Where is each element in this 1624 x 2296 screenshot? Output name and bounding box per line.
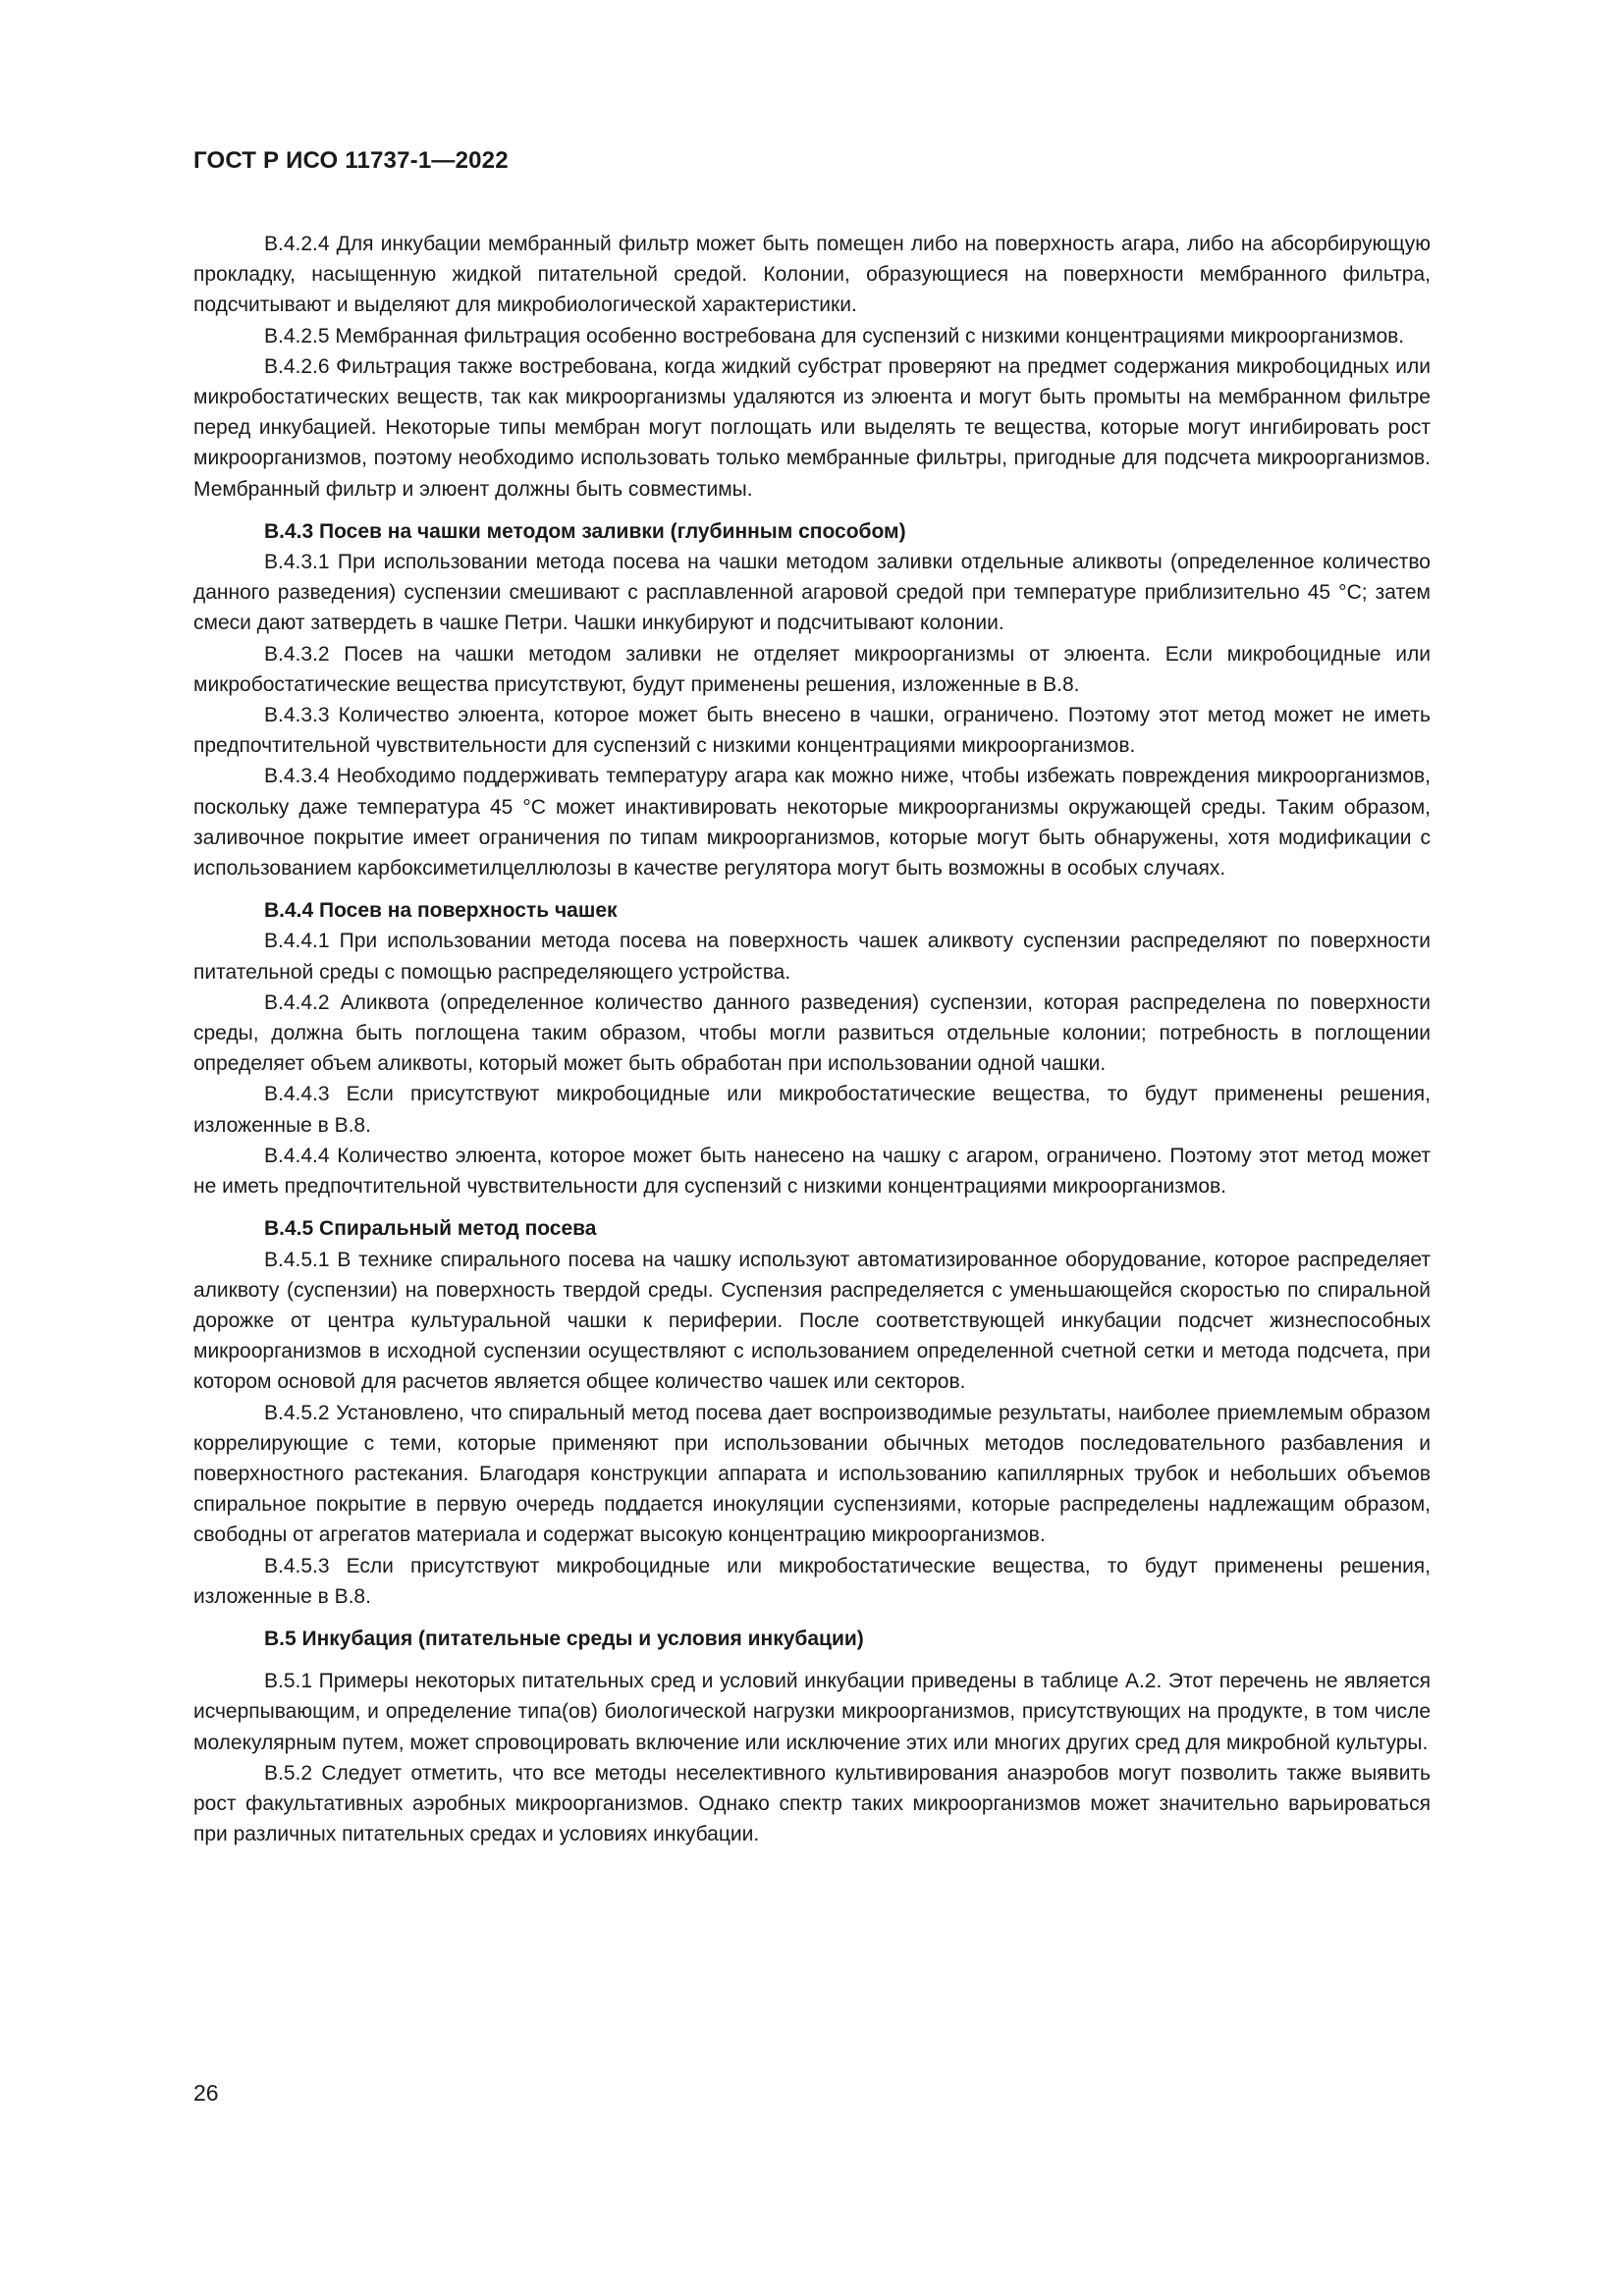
paragraph-b426: В.4.2.6 Фильтрация также востребована, когда жидкий субстрат проверяют на предмет содержания микробоцидных или микробостатических веществ, так как микроорганизмы удаляются из элюента и могут быть промыты на мембранном фильтре перед инкубацией. Некоторые типы мембран могут поглощать или выделять те вещества, которые могут ингибировать рост микроорганизмов, поэтому необходимо использовать только мембранные фильтры, пригодные для подсчета микроорганизмов. Мембранный фильтр и элюент должны быть совместимы. (193, 354, 1431, 501)
paragraph-b443: В.4.4.3 Если присутствуют микробоцидные или микробостатические вещества, то будут применены решения, изложенные в В.8. (193, 1083, 1431, 1137)
heading-b45: В.4.5 Спиральный метод посева (264, 1217, 597, 1241)
paragraph-b431: В.4.3.1 При использовании метода посева на чашки методом заливки отдельные аликвоты (определенное количество данного разведения) суспензии смешивают с расплавленной агаровой средой при температуре приблизительно 45 °С; затем смеси дают затвердеть в чашке Петри. Чашки инкубируют и подсчитывают колонии. (193, 551, 1431, 635)
page-number: 26 (193, 2080, 219, 2106)
paragraph-b451: В.4.5.1 В технике спирального посева на чашку используют автоматизированное оборудование, которое распределяет аликвоту (суспензии) на поверхность твердой среды. Суспензия распределяется с уменьшающейся скоростью по спиральной дорожке от центра культуральной чашки к периферии. После соответствующей инкубации подсчет жизнеспособных микроорганизмов в исходной суспензии осуществляют с использованием определенной счетной сетки и метода подсчета, при котором основой для расчетов является общее количество чашек или секторов. (193, 1248, 1431, 1394)
heading-b43: В.4.3 Посев на чашки методом заливки (глубинным способом) (264, 519, 906, 543)
paragraph-b452: В.4.5.2 Установлено, что спиральный метод посева дает воспроизводимые результаты, наиболее приемлемым образом коррелирующие с теми, которые применяют при использовании обычных методов последовательного разбавления и поверхностного растекания. Благодаря конструкции аппарата и использованию капиллярных трубок и небольших объемов спиральное покрытие в первую очередь поддается инокуляции суспензиями, которые распределены надлежащим образом, свободны от агрегатов материала и содержат высокую концентрацию микроорганизмов. (193, 1401, 1431, 1547)
paragraph-b434: В.4.3.4 Необходимо поддерживать температуру агара как можно ниже, чтобы избежать повреждения микроорганизмов, поскольку даже температура 45 °С может инактивировать некоторые микроорганизмы окружающей среды. Таким образом, заливочное покрытие имеет ограничения по типам микроорганизмов, которые могут быть обнаружены, хотя модификации с использованием карбоксиметилцеллюлозы в качестве регулятора могут быть возможны в особых случаях. (193, 765, 1431, 881)
paragraph-b442: В.4.4.2 Аликвота (определенное количество данного разведения) суспензии, которая распределена по поверхности среды, должна быть поглощена таким образом, чтобы могли развиться отдельные колонии; потребность в поглощении определяет объем аликвоты, который может быть обработан при использовании одной чашки. (193, 990, 1431, 1076)
paragraph-b425: В.4.2.5 Мембранная фильтрация особенно востребована для суспензий с низкими концентрациями микроорганизмов. (264, 324, 1405, 347)
paragraph-b432: В.4.3.2 Посев на чашки методом заливки не отделяет микроорганизмы от элюента. Если микробоцидные или микробостатические вещества присутствуют, будут применены решения, изложенные в В.8. (193, 642, 1431, 696)
paragraph-b441: В.4.4.1 При использовании метода посева на поверхность чашек аликвоту суспензии распределяют по поверхности питательной среды с помощью распределяющего устройства. (193, 930, 1431, 984)
paragraph-b52: В.5.2 Следует отметить, что все методы неселективного культивирования анаэробов могут позволить также выявить рост факультативных аэробных микроорганизмов. Однако спектр таких микроорганизмов может значительно варьироваться при различных питательных средах и условиях инкубации. (193, 1761, 1431, 1846)
paragraph-b433: В.4.3.3 Количество элюента, которое может быть внесено в чашки, ограничено. Поэтому этот метод может не иметь предпочтительной чувствительности для суспензий с низкими концентрациями микроорганизмов. (193, 704, 1431, 758)
document-body (193, 229, 1431, 1849)
paragraph-b444: В.4.4.4 Количество элюента, которое может быть нанесено на чашку с агаром, ограничено. Поэтому этот метод может не иметь предпочтительной чувствительности для суспензий с низкими концентрациями микроорганизмов. (193, 1144, 1431, 1199)
heading-b5: В.5 Инкубация (питательные среды и условия инкубации) (264, 1627, 864, 1650)
heading-b44: В.4.4 Посев на поверхность чашек (264, 899, 618, 923)
paragraph-b453: В.4.5.3 Если присутствуют микробоцидные или микробостатические вещества, то будут применены решения, изложенные в В.8. (193, 1554, 1431, 1608)
paragraph-b51: В.5.1 Примеры некоторых питательных сред и условий инкубации приведены в таблице А.2. Этот перечень не является исчерпывающим, и определение типа(ов) биологической нагрузки микроорганизмов, присутствующих на продукте, в том числе молекулярным путем, может спровоцировать включение или исключение этих или многих других сред для микробной культуры. (193, 1670, 1431, 1754)
document-header: ГОСТ Р ИСО 11737-1—2022 (193, 147, 509, 174)
paragraph-b424: В.4.2.4 Для инкубации мембранный фильтр может быть помещен либо на поверхность агара, либо на абсорбирующую прокладку, насыщенную жидкой питательной средой. Колонии, образующиеся на поверхности мембранного фильтра, подсчитывают и выделяют для микробиологической характеристики. (193, 233, 1431, 317)
